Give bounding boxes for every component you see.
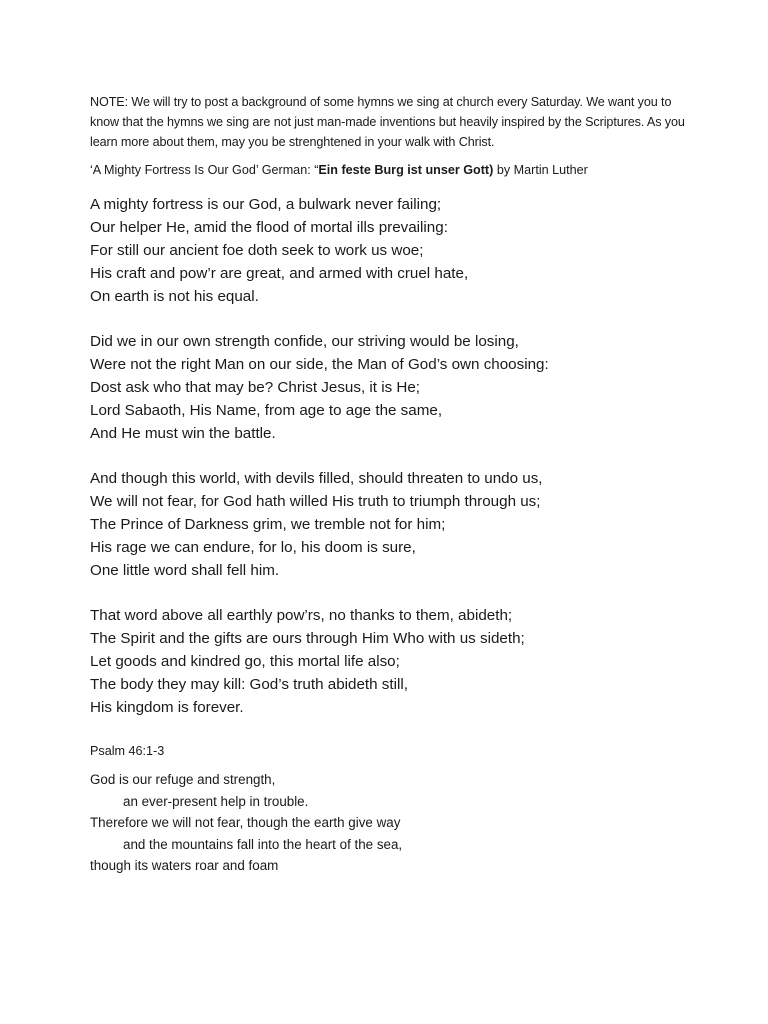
psalm-passage — [90, 769, 690, 877]
verse-line: Lord Sabaoth, His Name, from age to age the same, — [90, 402, 443, 419]
verse-line: For still our ancient foe doth seek to work us woe; — [90, 242, 424, 259]
verse-line: And though this world, with devils filled, should threaten to undo us, — [90, 470, 543, 487]
verse-line: That word above all earthly pow’rs, no thanks to them, abideth; — [90, 607, 513, 624]
verse-line: On earth is not his equal. — [90, 288, 259, 305]
verse-line: His kingdom is forever. — [90, 699, 244, 716]
psalm-reference: Psalm 46:1-3 — [90, 744, 165, 758]
verse-line: And He must win the battle. — [90, 425, 276, 442]
verse-line: The Spirit and the gifts are ours through Him Who with us sideth; — [90, 630, 525, 647]
verse-1 — [90, 193, 690, 308]
verse-line: Dost ask who that may be? Christ Jesus, it is He; — [90, 379, 421, 396]
verse-line: Were not the right Man on our side, the Man of God’s own choosing: — [90, 356, 549, 373]
psalm-line: God is our refuge and strength, — [90, 772, 276, 787]
hymn-english-title: ‘A Mighty Fortress Is Our God’ — [90, 163, 259, 177]
hymn-author: by Martin Luther — [493, 163, 588, 177]
psalm-line: an ever-present help in trouble. — [123, 793, 309, 809]
verse-4 — [90, 604, 690, 719]
verse-line: The Prince of Darkness grim, we tremble not for him; — [90, 516, 446, 533]
psalm-line: though its waters roar and foam — [90, 858, 279, 873]
hymn-german-title: Ein feste Burg ist unser Gott) — [318, 163, 494, 177]
psalm-line: Therefore we will not fear, though the earth give way — [90, 815, 401, 830]
psalm-line: and the mountains fall into the heart of the sea, — [123, 836, 403, 852]
document-page — [90, 92, 690, 877]
verse-line: One little word shall fell him. — [90, 562, 280, 579]
verse-2 — [90, 330, 690, 445]
verse-line: A mighty fortress is our God, a bulwark never failing; — [90, 196, 442, 213]
verse-line: His craft and pow’r are great, and armed with cruel hate, — [90, 265, 469, 282]
german-label: German: “ — [258, 163, 319, 177]
verse-line: We will not fear, for God hath willed His truth to triumph through us; — [90, 493, 541, 510]
verse-line: Our helper He, amid the flood of mortal ills prevailing: — [90, 219, 448, 236]
verse-line: His rage we can endure, for lo, his doom is sure, — [90, 539, 416, 556]
hymn-title-line — [90, 160, 690, 180]
verse-line: Did we in our own strength confide, our striving would be losing, — [90, 333, 519, 350]
verse-3 — [90, 467, 690, 582]
verse-line: Let goods and kindred go, this mortal life also; — [90, 653, 400, 670]
verse-line: The body they may kill: God’s truth abideth still, — [90, 676, 408, 693]
intro-note: NOTE: We will try to post a background of some hymns we sing at church every Saturday. We want you to know that the hymns we sing are not just man-made inventions but heavily inspired by the Scriptures. As you learn more about them, may you be strenghtened in your walk with Christ. — [90, 95, 685, 149]
